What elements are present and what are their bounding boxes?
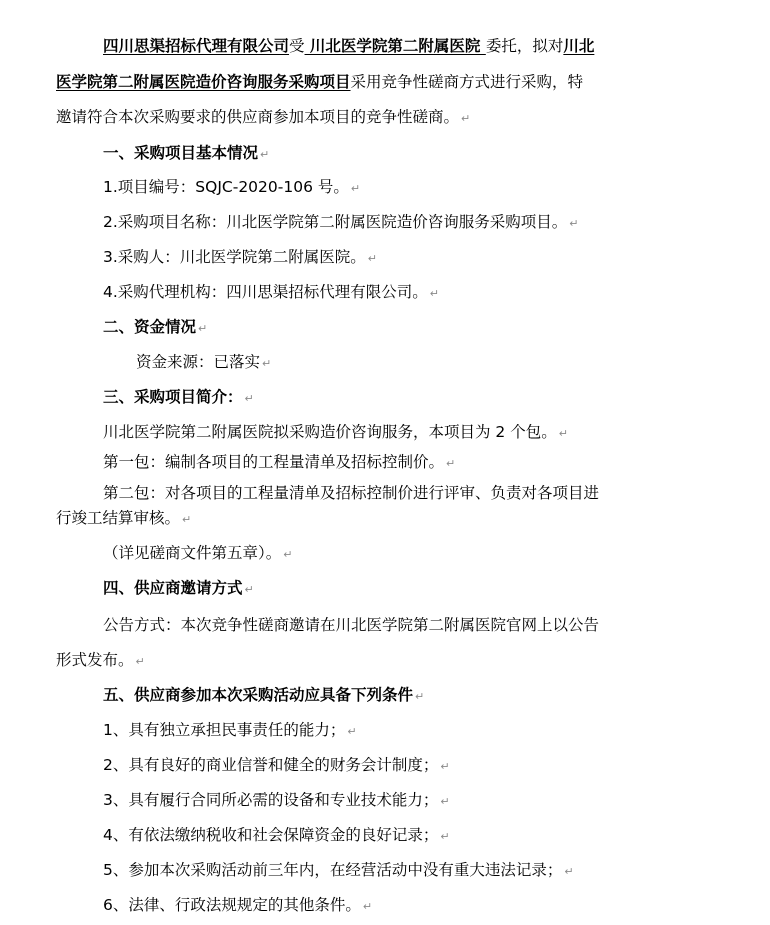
paragraph-mark-icon: ↵	[283, 548, 293, 561]
paragraph-mark-icon: ↵	[569, 217, 579, 230]
intro-line-2	[0, 71, 770, 93]
condition-item: 1、具有独立承担民事责任的能力； ↵	[103, 721, 357, 739]
announcement-line-1: 公告方式：本次竞争性磋商邀请在川北医学院第二附属医院官网上以公告	[103, 616, 600, 634]
package-1: 第一包：编制各项目的工程量清单及招标控制价。 ↵	[103, 453, 456, 471]
paragraph-mark-icon: ↵	[260, 148, 270, 161]
entrusted-by-text: 受	[289, 37, 305, 55]
section5-heading: 五、供应商参加本次采购活动应具备下列条件 ↵	[103, 686, 425, 704]
paragraph-mark-icon: ↵	[244, 392, 254, 405]
section1-item: 3.采购人：川北医学院第二附属医院。 ↵	[103, 248, 378, 266]
section4-heading: 四、供应商邀请方式 ↵	[103, 579, 254, 597]
paragraph-mark-icon: ↵	[564, 865, 574, 878]
paragraph-mark-icon: ↵	[440, 760, 450, 773]
announcement-line-2: 形式发布。 ↵	[56, 651, 145, 669]
intro-line-2-rest: 采用竞争性磋商方式进行采购，特	[350, 73, 584, 91]
funding-source: 资金来源：已落实 ↵	[136, 353, 272, 371]
paragraph-mark-icon: ↵	[362, 900, 373, 913]
hospital-name: 川北医学院第二附属医院	[304, 37, 486, 55]
condition-item: 5、参加本次采购活动前三年内，在经营活动中没有重大违法记录； ↵	[103, 861, 574, 879]
paragraph-mark-icon: ↵	[244, 583, 254, 596]
project-summary: 川北医学院第二附属医院拟采购造价咨询服务，本项目为 2 个包。 ↵	[103, 423, 568, 441]
section3-heading: 三、采购项目简介： ↵	[103, 388, 254, 406]
section1-heading: 一、采购项目基本情况 ↵	[103, 144, 270, 162]
paragraph-mark-icon: ↵	[461, 112, 471, 125]
paragraph-mark-icon: ↵	[415, 690, 425, 703]
paragraph-mark-icon: ↵	[350, 182, 361, 195]
package-2-line-2: 行竣工结算审核。 ↵	[56, 509, 192, 527]
paragraph-mark-icon: ↵	[446, 457, 456, 470]
paragraph-mark-icon: ↵	[440, 830, 450, 843]
condition-item: 3、具有履行合同所必需的设备和专业技术能力； ↵	[103, 791, 450, 809]
intro-line-3: 邀请符合本次采购要求的供应商参加本项目的竞争性磋商。 ↵	[56, 108, 471, 126]
condition-item: 4、有依法缴纳税收和社会保障资金的良好记录； ↵	[103, 826, 450, 844]
paragraph-mark-icon: ↵	[262, 357, 272, 370]
paragraph-mark-icon: ↵	[135, 655, 145, 668]
paragraph-mark-icon: ↵	[182, 513, 192, 526]
project-name-part2: 医学院第二附属医院造价咨询服务采购项目	[56, 73, 351, 91]
section1-item: 1.项目编号：SQJC-2020-106 号。 ↵	[103, 178, 361, 196]
section2-heading: 二、资金情况 ↵	[103, 318, 208, 336]
condition-item: 6、法律、行政法规规定的其他条件。 ↵	[103, 896, 373, 914]
paragraph-mark-icon: ↵	[367, 252, 378, 265]
package-2-line-1: 第二包：对各项目的工程量清单及招标控制价进行评审、负责对各项目进	[103, 484, 600, 502]
paragraph-mark-icon: ↵	[347, 725, 357, 738]
entrust-text: 委托，拟对	[485, 37, 564, 55]
paragraph-mark-icon: ↵	[198, 322, 208, 335]
agency-name: 四川思渠招标代理有限公司	[103, 37, 290, 55]
section1-item: 4.采购代理机构：四川思渠招标代理有限公司。 ↵	[103, 283, 440, 301]
paragraph-mark-icon: ↵	[440, 795, 450, 808]
project-name-part1: 川北	[563, 37, 595, 55]
section1-item: 2.采购项目名称：川北医学院第二附属医院造价咨询服务采购项目。 ↵	[103, 213, 579, 231]
paragraph-mark-icon: ↵	[429, 287, 440, 300]
see-chapter-note: （详见磋商文件第五章）。 ↵	[103, 544, 293, 562]
intro-line-1	[0, 35, 770, 57]
condition-item: 2、具有良好的商业信誉和健全的财务会计制度； ↵	[103, 756, 450, 774]
paragraph-mark-icon: ↵	[558, 427, 568, 440]
